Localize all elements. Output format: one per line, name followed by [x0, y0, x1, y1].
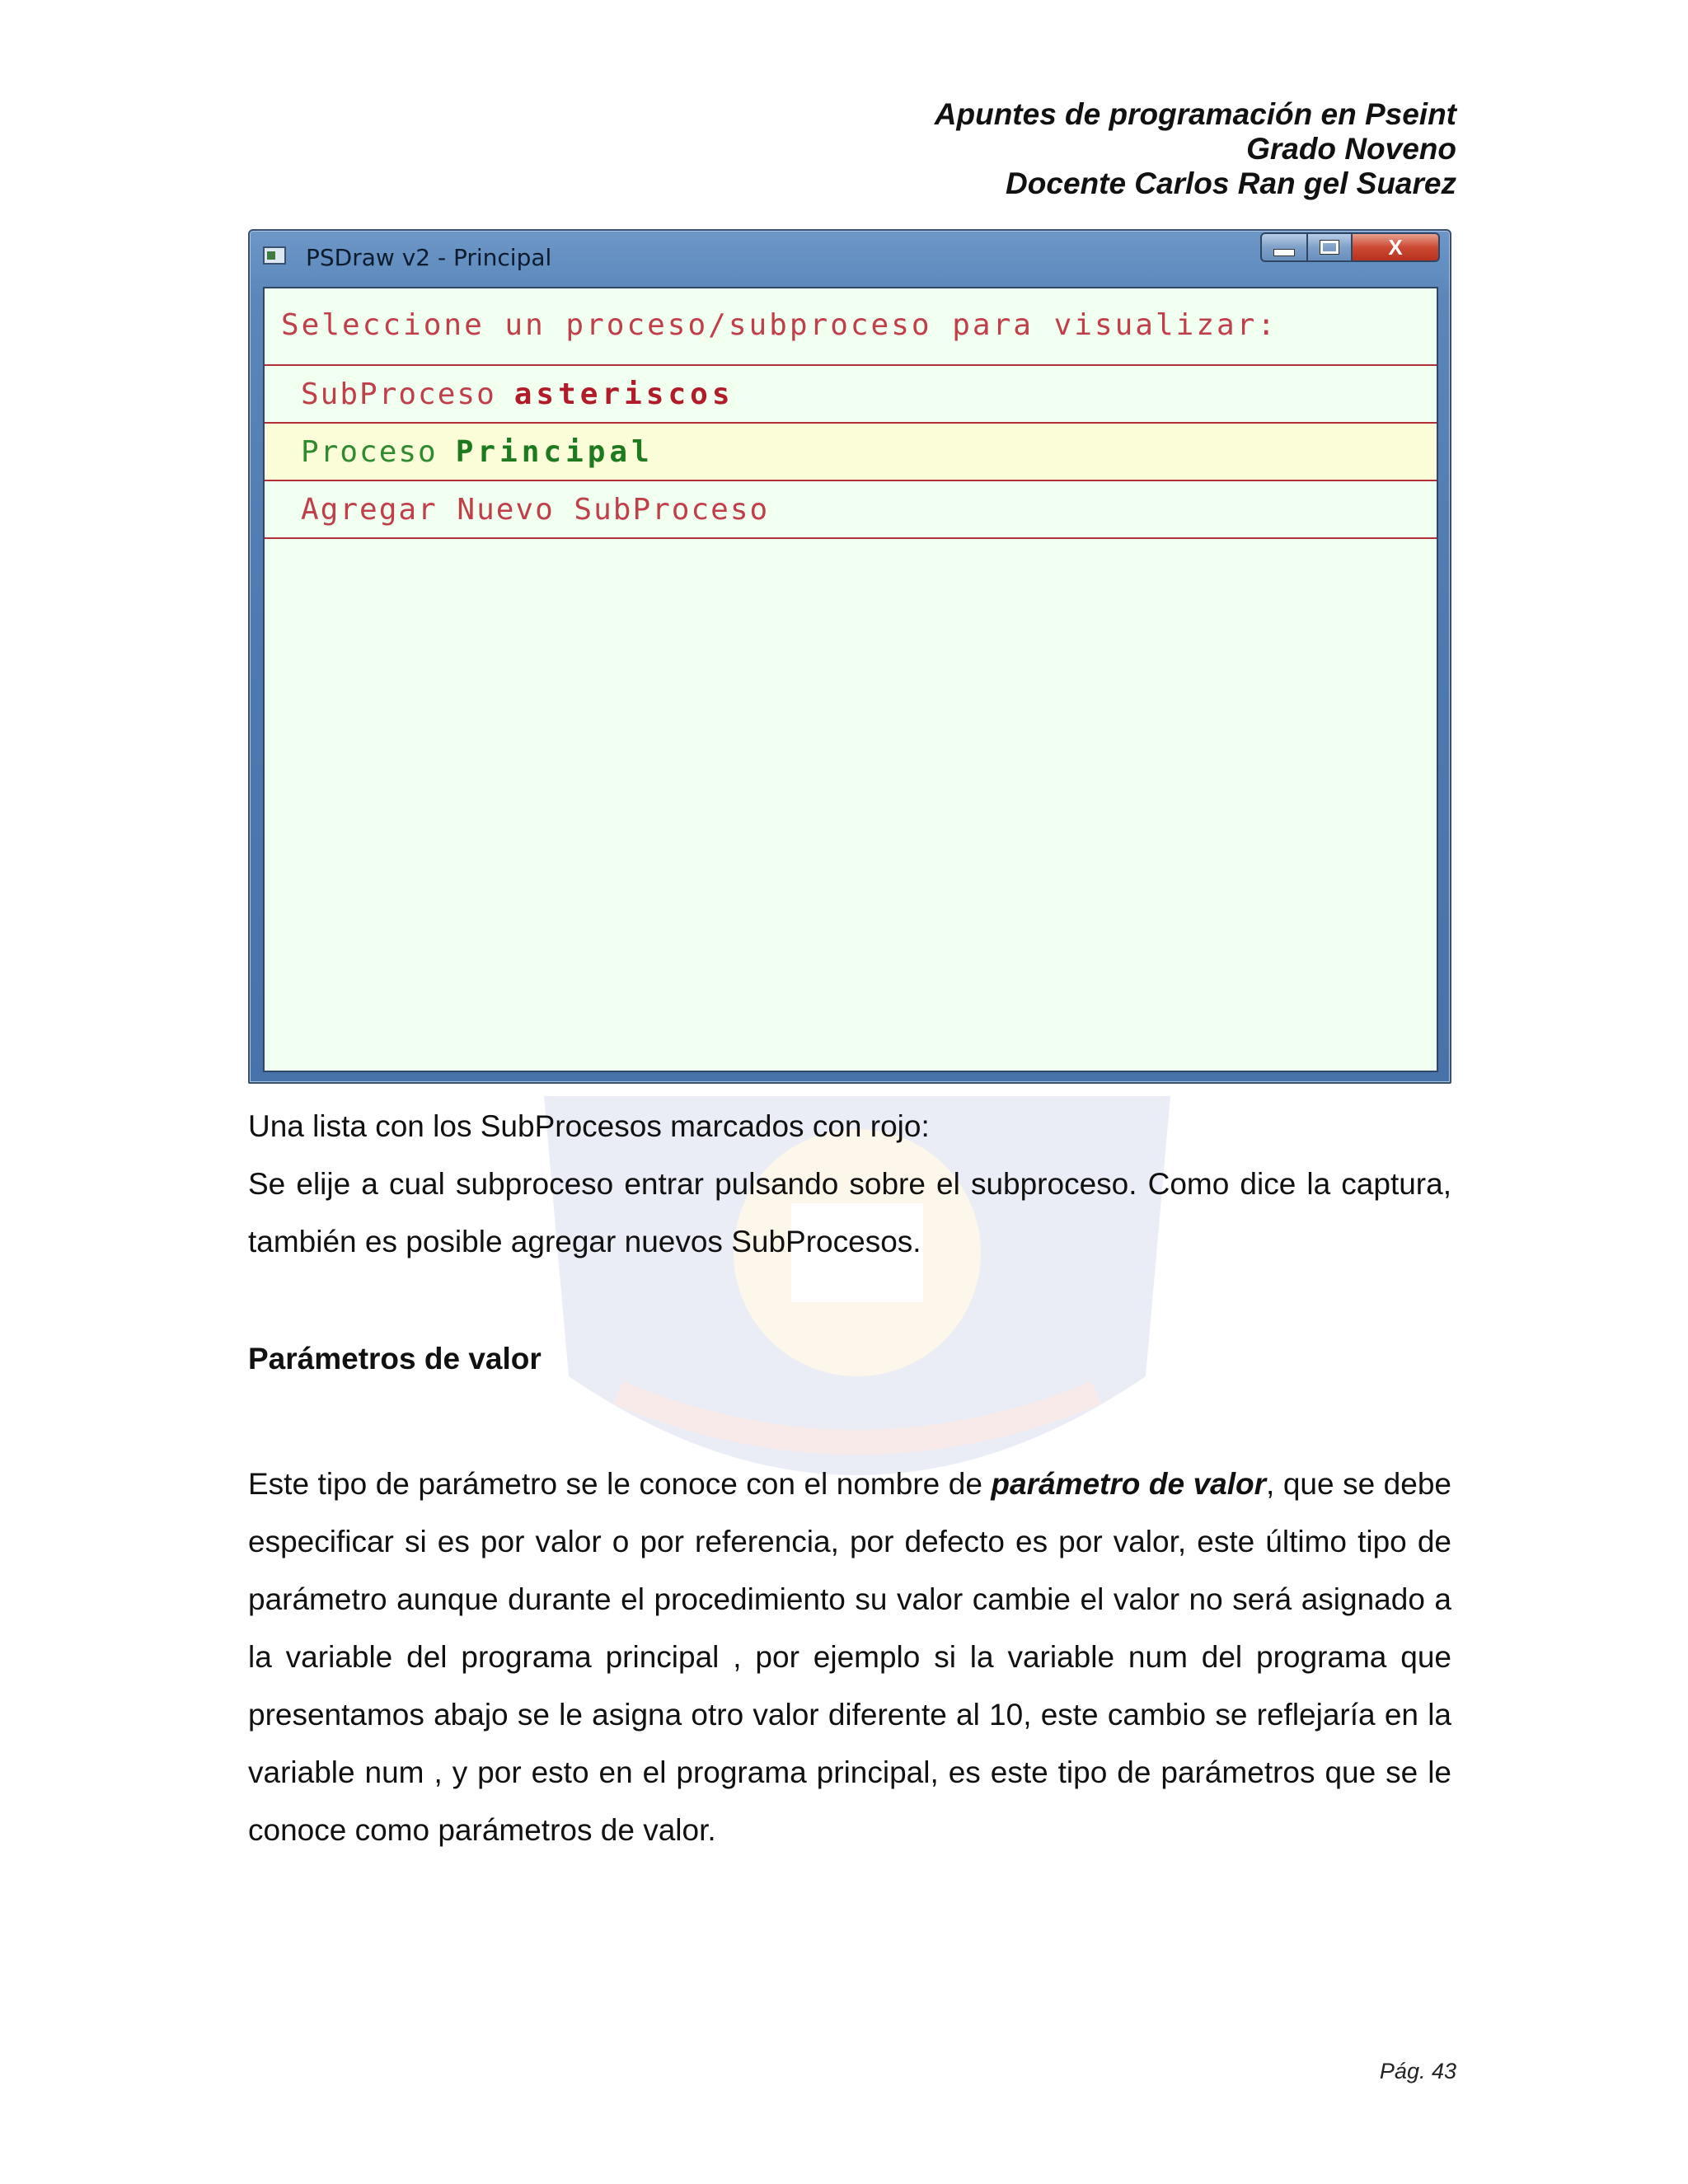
window-title: PSDraw v2 - Principal — [306, 244, 552, 271]
minimize-button[interactable] — [1260, 232, 1308, 262]
list-item-subproceso-asteriscos[interactable] — [265, 366, 1437, 422]
document-header — [935, 97, 1456, 201]
header-title: Apuntes de programación en Pseint — [934, 97, 1456, 131]
paragraph-2 — [248, 1455, 1451, 1859]
emphasized-term: parámetro de valor — [991, 1467, 1267, 1501]
process-list-panel — [263, 287, 1438, 1072]
row-divider — [265, 537, 1437, 539]
maximize-button[interactable] — [1308, 232, 1353, 262]
paragraph-1: Se elije a cual subproceso entrar pulsando sobre el subproceso. Como dice la captura, también es posible agregar nuevos SubProcesos. — [248, 1167, 1451, 1258]
paragraph-2-text — [248, 1455, 1451, 1859]
close-icon: X — [1388, 234, 1403, 260]
minimize-icon — [1273, 249, 1295, 256]
item-keyword: Proceso — [301, 434, 438, 469]
selection-prompt: Seleccione un proceso/subproceso para visualizar: — [281, 308, 1278, 342]
maximize-icon — [1320, 241, 1339, 254]
window-controls — [1260, 232, 1440, 262]
app-icon — [263, 246, 286, 265]
list-item-agregar-subproceso[interactable] — [265, 481, 1437, 537]
section-title: Parámetros de valor — [248, 1342, 542, 1376]
page-number: Pág. 43 — [1379, 2059, 1456, 2083]
item-keyword: Agregar Nuevo SubProceso — [301, 492, 770, 527]
paragraph-2-rest: , que se debe especificar si es por valor o por referencia, por defecto es por valor, este último tipo de parámetro aunque durante el procedimiento su valor cambie el valor no será asignado a la variable del programa principal , por ejemplo si la variable num del programa que presentamos abajo se le asigna otro valor diferente al 10, este cambio se reflejaría en la variable num , y por esto en el programa principal, es este tipo de parámetros que se le conoce como parámetros de valor. — [248, 1467, 1451, 1847]
caption-paragraph — [248, 1098, 1451, 1271]
window-titlebar[interactable] — [250, 231, 1450, 279]
item-name: asteriscos — [513, 377, 734, 411]
item-keyword: SubProceso — [301, 377, 496, 411]
psdraw-window — [248, 229, 1451, 1084]
header-grade: Grado Noveno — [1246, 132, 1456, 166]
close-button[interactable] — [1353, 232, 1440, 262]
caption-text: Una lista con los SubProcesos marcados con rojo: — [248, 1109, 930, 1143]
item-name: Principal — [455, 434, 654, 469]
header-teacher: Docente Carlos Ran gel Suarez — [1006, 166, 1456, 200]
paragraph-2-start: Este tipo de parámetro se le conoce con el nombre de — [248, 1467, 992, 1501]
list-item-proceso-principal[interactable] — [265, 424, 1437, 480]
